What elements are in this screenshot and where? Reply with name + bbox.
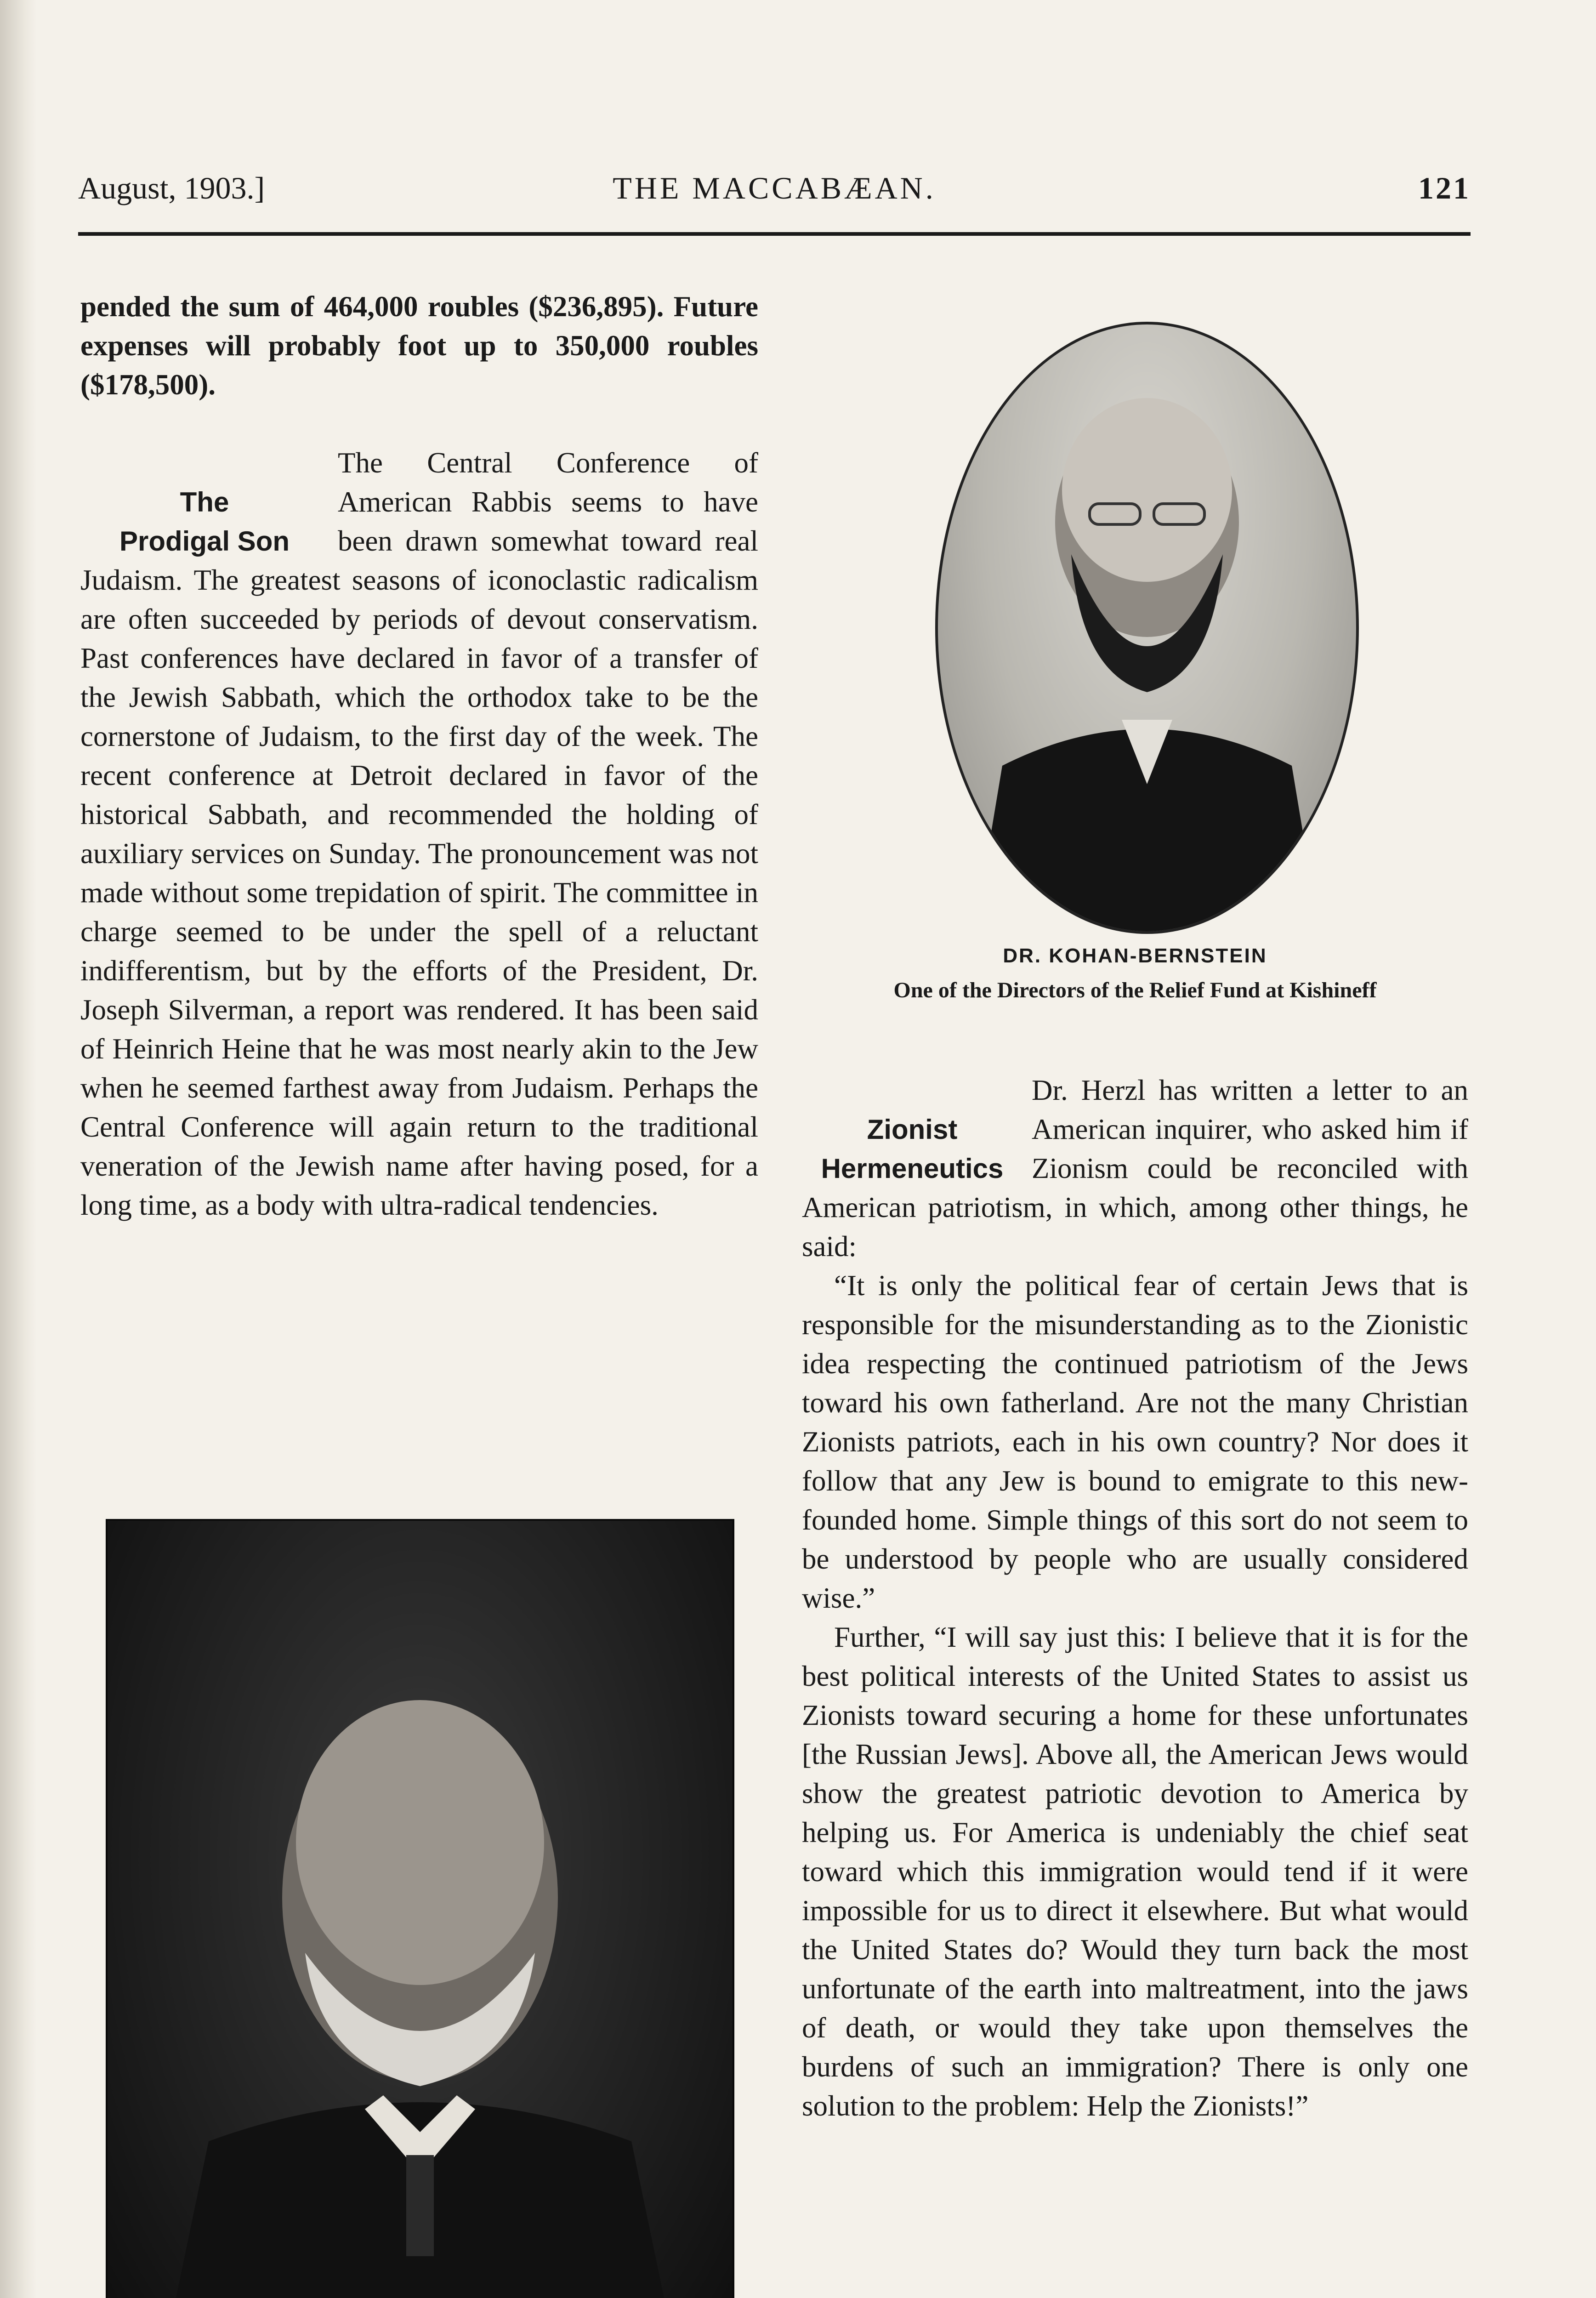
running-head (78, 170, 1471, 225)
prodigal-son-section (80, 444, 758, 1225)
lead-text: The Central Conference of American Rabbis seems to have been drawn somewhat toward real Judaism. (80, 447, 758, 596)
sidehead-line: The (180, 487, 229, 518)
right-column (802, 1071, 1468, 2126)
section-sidehead (80, 444, 329, 561)
paragraph: Dr. Herzl has written a letter to an American inquirer, who asked him if Zionism could be reconciled with American patriotism, in which, among other things, he said: (802, 1074, 1468, 1263)
quote-paragraph: “It is only the political fear of certain Jews that is responsible for the misunderstanding as to the Zionistic idea respecting the continued patriotism of the Jews toward his own fatherland. Are not the many Christian Zionists patriots, each in his own country? Nor does it follow that any Jew is bound to emigrate to this new-founded home. Simple things of this sort do not seem to be understood by people who are usually considered wise.” (802, 1269, 1468, 1614)
continuation-paragraph: pended the sum of 464,000 roubles ($236,895). Future expenses will probably foot up to 350,000 roubles ($178,500). (80, 290, 758, 401)
left-column (80, 287, 758, 1225)
binding-edge (0, 0, 37, 2298)
zionist-hermeneutics-section (802, 1071, 1468, 2126)
header-rule (78, 232, 1471, 236)
kohan-bernstein-portrait (935, 322, 1359, 934)
issue-date: August, 1903.] (78, 171, 265, 205)
section-sidehead (802, 1071, 1022, 1188)
sidehead-line: Hermeneutics (821, 1153, 1004, 1184)
portrait-image (108, 1521, 733, 2298)
caption-name: DR. KOHAN-BERNSTEIN (1003, 944, 1267, 967)
page-number: 121 (1418, 171, 1471, 205)
journal-title: THE MACCABÆAN. (613, 171, 936, 205)
caption-subtitle: One of the Directors of the Relief Fund at Kishineff (893, 978, 1377, 1002)
kohan-bernstein-caption (802, 944, 1468, 1003)
sidehead-line: Zionist (867, 1114, 958, 1145)
paragraph (80, 444, 758, 1225)
body-text: The greatest seasons of iconoclastic radicalism are often succeeded by periods of devout conservatism. Past conferences have declared in favor of a transfer of the Jewish Sabbath, which the orthodox take to be the cornerstone of Judaism, to the first day of the week. The recent conference at Detroit declared in favor of the historical Sabbath, and recommended the holding of auxiliary services on Sunday. The pronouncement was not made without some trepidation of spirit. The committee in charge seemed to be under the spell of a reluctant indifferentism, but by the efforts of the President, Dr. Joseph Silverman, a report was rendered. It has been said of Heinrich Heine that he was most nearly akin to the Jew when he seemed farthest away from Judaism. Perhaps the Central Conference will again return to the traditional veneration of the Jewish name after having posed, for a long time, as a body with ultra-radical tendencies. (80, 564, 758, 1221)
sidehead-line: Prodigal Son (119, 526, 290, 557)
john-hay-portrait (106, 1519, 734, 2298)
portrait-image (938, 324, 1356, 931)
quote-paragraph: Further, “I will say just this: I believe that it is for the best political interests of the United States to assist us Zionists toward securing a home for these unfortunates [the Russian Jews]. Above all, the American Jews would show the greatest patriotic devotion to America by helping us. For America is undeniably the chief seat toward which this immigration would tend if it were impossible for us to direct it elsewhere. But what would the United States do? Would they turn back the most unfortunate of the earth into maltreatment, into the jaws of death, or would they take upon themselves the burdens of such an immigration? There is only one solution to the problem: Help the Zionists!” (802, 1621, 1468, 2122)
